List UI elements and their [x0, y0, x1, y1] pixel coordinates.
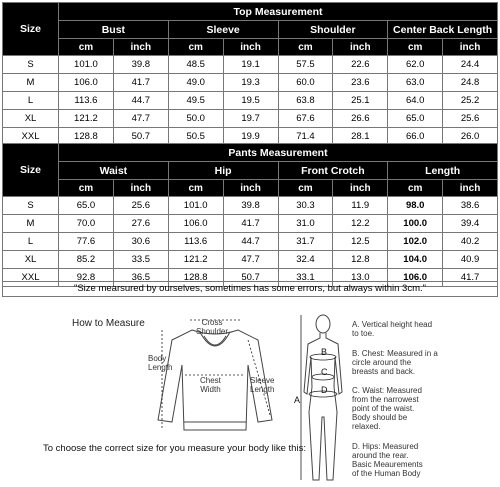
measurement-cell: 44.7 [113, 92, 168, 110]
measurement-cell: 19.5 [223, 92, 278, 110]
unit-inch: inch [333, 180, 388, 197]
measurement-cell: 28.1 [333, 128, 388, 146]
measurement-cell: 49.0 [168, 74, 223, 92]
measurement-cell: 31.0 [278, 215, 333, 233]
measurement-cell: 128.8 [59, 128, 114, 146]
measurement-cell: 65.0 [388, 110, 443, 128]
size-label: XXL [3, 128, 59, 146]
measurement-cell: 33.1 [278, 269, 333, 287]
measurement-cell: 70.0 [59, 215, 114, 233]
measurement-cell: 13.0 [333, 269, 388, 287]
size-label: XL [3, 110, 59, 128]
measurement-cell: 67.6 [278, 110, 333, 128]
measurement-cell: 23.6 [333, 74, 388, 92]
column-waist: Waist [59, 162, 169, 180]
size-row [3, 56, 498, 74]
unit-cm: cm [59, 39, 114, 56]
measurement-cell: 113.6 [168, 233, 223, 251]
measurement-cell: 36.5 [113, 269, 168, 287]
measurement-cell: 100.0 [388, 215, 443, 233]
choose-size-text: To choose the correct size for you measure your body like this: [43, 443, 306, 454]
unit-inch: inch [223, 39, 278, 56]
column-length: Length [388, 162, 498, 180]
measurement-cell: 63.8 [278, 92, 333, 110]
top-measurement-table [2, 2, 498, 146]
column-center-back-length: Center Back Length [388, 21, 498, 39]
how-to-measure-title: How to Measure [72, 318, 145, 329]
measurement-cell: 41.7 [223, 215, 278, 233]
instruction-c: C. Waist: Measured from the narrowest point of the waist. Body should be relaxed. [352, 386, 422, 431]
measurement-cell: 19.3 [223, 74, 278, 92]
pants-measurement-table [2, 143, 498, 287]
measurement-cell: 77.6 [59, 233, 114, 251]
pants-measurement-title: Pants Measurement [59, 144, 498, 162]
size-label: XL [3, 251, 59, 269]
body-figure-diagram [298, 312, 348, 487]
measurement-cell: 57.5 [278, 56, 333, 74]
measurement-cell: 33.5 [113, 251, 168, 269]
size-label: S [3, 56, 59, 74]
size-label: L [3, 92, 59, 110]
column-bust: Bust [59, 21, 169, 39]
column-sleeve: Sleeve [168, 21, 278, 39]
measurement-cell: 40.9 [443, 251, 498, 269]
letter-b: B [321, 347, 328, 357]
measurement-cell: 39.8 [223, 197, 278, 215]
letter-d: D [321, 385, 328, 395]
unit-cm: cm [278, 180, 333, 197]
measurement-cell: 65.0 [59, 197, 114, 215]
measurement-cell: 19.1 [223, 56, 278, 74]
measurement-cell: 12.2 [333, 215, 388, 233]
top-measurement-title: Top Measurement [59, 3, 498, 21]
measurement-cell: 71.4 [278, 128, 333, 146]
measurement-cell: 106.0 [59, 74, 114, 92]
size-row [3, 215, 498, 233]
measurement-cell: 25.1 [333, 92, 388, 110]
measurement-cell: 25.2 [443, 92, 498, 110]
size-label: XXL [3, 269, 59, 287]
size-note: "Size mearsured by ourselves, sometimes has some errors, but always within 3cm." [2, 281, 498, 297]
body-length-label: Body Length [148, 354, 173, 372]
column-hip: Hip [168, 162, 278, 180]
measurement-cell: 38.6 [443, 197, 498, 215]
measurement-cell: 49.5 [168, 92, 223, 110]
size-row [3, 197, 498, 215]
measurement-cell: 12.5 [333, 233, 388, 251]
measurement-cell: 106.0 [168, 215, 223, 233]
unit-cm: cm [278, 39, 333, 56]
measurement-cell: 26.0 [443, 128, 498, 146]
measurement-cell: 85.2 [59, 251, 114, 269]
measurement-cell: 30.6 [113, 233, 168, 251]
unit-inch: inch [113, 39, 168, 56]
measurement-cell: 25.6 [113, 197, 168, 215]
measurement-cell: 39.4 [443, 215, 498, 233]
unit-inch: inch [333, 39, 388, 56]
measurement-cell: 27.6 [113, 215, 168, 233]
size-row [3, 74, 498, 92]
measurement-cell: 128.8 [168, 269, 223, 287]
sleeve-length-label: Sleeve Length [250, 376, 275, 394]
measurement-cell: 41.7 [443, 269, 498, 287]
measurement-cell: 50.0 [168, 110, 223, 128]
unit-inch: inch [223, 180, 278, 197]
size-header: Size [3, 3, 59, 56]
measurement-cell: 63.0 [388, 74, 443, 92]
measurement-cell: 60.0 [278, 74, 333, 92]
measurement-cell: 30.3 [278, 197, 333, 215]
size-label: M [3, 215, 59, 233]
measurement-cell: 25.6 [443, 110, 498, 128]
unit-cm: cm [168, 180, 223, 197]
measurement-cell: 101.0 [168, 197, 223, 215]
size-label: L [3, 233, 59, 251]
measurement-cell: 98.0 [388, 197, 443, 215]
measurement-cell: 39.8 [113, 56, 168, 74]
measurement-cell: 106.0 [388, 269, 443, 287]
measurement-cell: 50.7 [223, 269, 278, 287]
measurement-cell: 121.2 [168, 251, 223, 269]
measurement-cell: 113.6 [59, 92, 114, 110]
measurement-cell: 26.6 [333, 110, 388, 128]
size-row [3, 110, 498, 128]
unit-cm: cm [59, 180, 114, 197]
column-shoulder: Shoulder [278, 21, 388, 39]
instruction-b: B. Chest: Measured in a circle around the breasts and back. [352, 349, 438, 376]
measurement-cell: 50.5 [168, 128, 223, 146]
measurement-cell: 48.5 [168, 56, 223, 74]
measurement-cell: 41.7 [113, 74, 168, 92]
measurement-cell: 40.2 [443, 233, 498, 251]
measurement-guide [0, 300, 500, 486]
measurement-cell: 19.9 [223, 128, 278, 146]
measurement-cell: 31.7 [278, 233, 333, 251]
column-front-crotch: Front Crotch [278, 162, 388, 180]
instruction-d: D. Hips: Measured around the rear. Basic Meaurements of the Human Body [352, 442, 423, 478]
measurement-cell: 44.7 [223, 233, 278, 251]
unit-cm: cm [388, 39, 443, 56]
instruction-a: A. Vertical height head to toe. [352, 320, 433, 338]
measurement-cell: 50.7 [113, 128, 168, 146]
measurement-cell: 102.0 [388, 233, 443, 251]
measurement-cell: 19.7 [223, 110, 278, 128]
size-header: Size [3, 144, 59, 197]
unit-inch: inch [113, 180, 168, 197]
measurement-cell: 11.9 [333, 197, 388, 215]
letter-c: C [321, 367, 328, 377]
size-row [3, 92, 498, 110]
cross-shoulder-label: Cross Shoulder [196, 318, 229, 336]
size-row [3, 251, 498, 269]
measurement-cell: 62.0 [388, 56, 443, 74]
measurement-cell: 66.0 [388, 128, 443, 146]
unit-inch: inch [443, 180, 498, 197]
unit-inch: inch [443, 39, 498, 56]
letter-a: A [294, 395, 301, 405]
unit-cm: cm [388, 180, 443, 197]
measurement-cell: 47.7 [223, 251, 278, 269]
unit-cm: cm [168, 39, 223, 56]
size-label: S [3, 197, 59, 215]
size-row [3, 233, 498, 251]
measurement-cell: 24.4 [443, 56, 498, 74]
measurement-cell: 22.6 [333, 56, 388, 74]
chest-width-label: Chest Width [200, 376, 221, 394]
measurement-cell: 64.0 [388, 92, 443, 110]
measurement-cell: 101.0 [59, 56, 114, 74]
measurement-cell: 12.8 [333, 251, 388, 269]
measurement-cell: 24.8 [443, 74, 498, 92]
measurement-cell: 92.8 [59, 269, 114, 287]
measurement-cell: 47.7 [113, 110, 168, 128]
size-label: M [3, 74, 59, 92]
measurement-cell: 104.0 [388, 251, 443, 269]
measurement-cell: 121.2 [59, 110, 114, 128]
measurement-cell: 32.4 [278, 251, 333, 269]
